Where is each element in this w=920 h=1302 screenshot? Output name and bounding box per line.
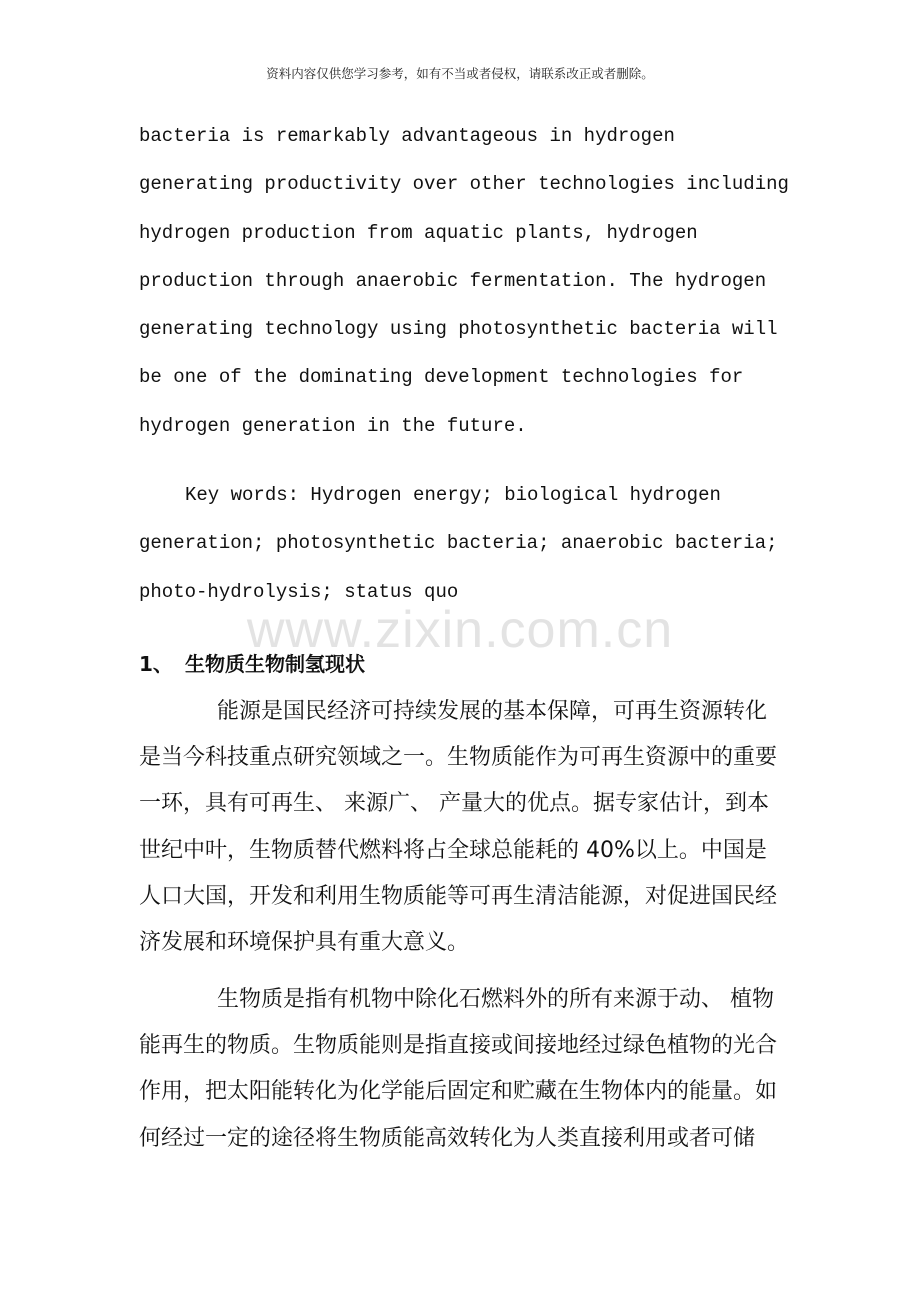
- keywords-line: Key words: Hydrogen energy; biological hydrogen: [185, 484, 721, 506]
- keywords-paragraph: [139, 471, 799, 616]
- abstract-line: be one of the dominating development technologies for: [139, 366, 744, 389]
- paragraph-line: 生物质是指有机物中除化石燃料外的所有来源于动、 植物: [217, 987, 774, 1012]
- paragraph-line: 能源是国民经济可持续发展的基本保障，可再生资源转化: [217, 699, 768, 724]
- body-paragraph-2: [139, 977, 799, 1162]
- disclaimer-header: 资料内容仅供您学习参考，如有不当或者侵权，请联系改正或者删除。: [266, 66, 654, 81]
- paragraph-line: 济发展和环境保护具有重大意义。: [139, 929, 470, 955]
- watermark: www.zixin.com.cn: [246, 601, 674, 659]
- abstract-line: production through anaerobic fermentation. The hydrogen: [139, 269, 767, 292]
- abstract-line: hydrogen production from aquatic plants, hydrogen: [139, 221, 698, 244]
- paragraph-line: 人口大国，开发和利用生物质能等可再生清洁能源，对促进国民经: [139, 883, 778, 909]
- section-heading: [139, 648, 365, 677]
- paragraph-line: 一环，具有可再生、 来源广、 产量大的优点。据专家估计，到本: [139, 791, 769, 817]
- keywords-line: generation; photosynthetic bacteria; anaerobic bacteria;: [139, 532, 778, 555]
- paragraph-line: 能再生的物质。生物质能则是指直接或间接地经过绿色植物的光合: [139, 1033, 778, 1059]
- body-paragraph-1: [139, 689, 799, 966]
- section-number: 1、: [139, 652, 173, 676]
- abstract-line: generating technology using photosynthetic bacteria will: [139, 318, 778, 341]
- paragraph-line: 世纪中叶，生物质替代燃料将占全球总能耗的 40%以上。中国是: [139, 837, 767, 863]
- abstract-line: generating productivity over other technologies including: [139, 173, 789, 196]
- abstract-line: bacteria is remarkably advantageous in hydrogen: [139, 125, 675, 147]
- section-title: 生物质生物制氢现状: [185, 652, 365, 676]
- abstract-paragraph: [139, 112, 799, 450]
- paragraph-line: 作用，把太阳能转化为化学能后固定和贮藏在生物体内的能量。如: [139, 1079, 778, 1105]
- paragraph-line: 是当今科技重点研究领域之一。生物质能作为可再生资源中的重要: [139, 745, 778, 771]
- paragraph-line: 何经过一定的途径将生物质能高效转化为人类直接利用或者可储: [139, 1125, 756, 1151]
- abstract-line: hydrogen generation in the future.: [139, 414, 527, 437]
- keywords-line: photo-hydrolysis; status quo: [139, 580, 459, 603]
